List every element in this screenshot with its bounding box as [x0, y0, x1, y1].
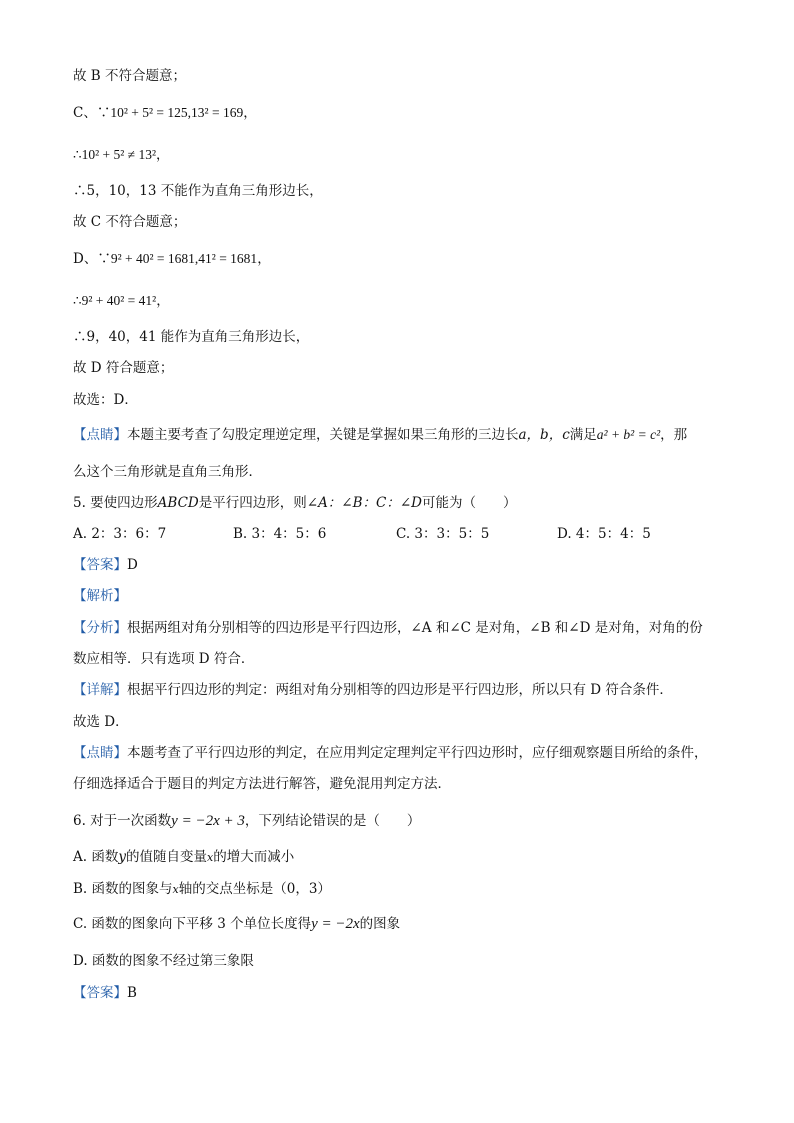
- option-d: D. 4：5：4：5: [557, 526, 651, 542]
- option-b: B. 3：4：5：6: [233, 526, 327, 542]
- section-label: 【点睛】: [73, 745, 127, 761]
- analysis-text: 【分析】根据两组对角分别相等的四边形是平行四边形，∠A 和∠C 是对角，∠B 和∠D 是对角，对角的份: [73, 620, 703, 636]
- equation: 9² + 40² = 41²: [81, 293, 157, 308]
- text-line: 数应相等．只有选项 D 符合．: [73, 651, 255, 667]
- option-c: C. 3：3：5：5: [396, 526, 490, 542]
- text-line: C、∵10² + 5² = 125,13² = 169，: [73, 105, 257, 121]
- comment-line: 【点睛】本题考查了平行四边形的判定，在应用判定定理判定平行四边形时，应仔细观察题目所给的条件，: [73, 745, 708, 761]
- section-label: 【详解】: [73, 682, 127, 698]
- analysis-line: [73, 586, 734, 606]
- answer-line: 【答案】D: [73, 557, 138, 573]
- text-line: 故 C 不符合题意；: [73, 214, 187, 230]
- question-stem: 5. 要使四边形ABCD是平行四边形，则∠A：∠B：C：∠D可能为（ ）: [73, 495, 517, 511]
- answer-line: 【答案】B: [73, 985, 137, 1001]
- text-line: ∴10² + 5² ≠ 13²，: [73, 147, 170, 163]
- section-label: 【点睛】: [73, 427, 127, 443]
- text-line: 故选：D．: [73, 392, 138, 408]
- comment-line: 【点睛】本题主要考查了勾股定理逆定理，关键是掌握如果三角形的三边长a，b，c满足a² + b² = c²，那: [73, 427, 688, 443]
- text-line: 么这个三角形就是直角三角形．: [73, 464, 262, 480]
- option-b: B. 函数的图象与x轴的交点坐标是（0，3）: [73, 881, 331, 897]
- text-line: 故 D 符合题意；: [73, 360, 174, 376]
- equation: y = −2x: [311, 916, 360, 932]
- text-line: ∴9，40，41 能作为直角三角形边长，: [73, 329, 310, 345]
- option-c: C. 函数的图象向下平移 3 个单位长度得y = −2x的图象: [73, 916, 401, 932]
- option-a: A. 2：3：6：7: [73, 526, 167, 542]
- text-line: 仔细选择适合于题目的判定方法进行解答，避免混用判定方法．: [73, 776, 451, 792]
- section-label: 【答案】: [73, 985, 127, 1001]
- equation: a² + b² = c²: [596, 427, 661, 442]
- text-line: ∴5，10，13 不能作为直角三角形边长，: [73, 183, 323, 199]
- option-a: A. 函数y的值随自变量x的增大而减小: [73, 849, 295, 865]
- equation: 9² + 40² = 1681,41² = 1681: [110, 251, 258, 266]
- question-stem: 6. 对于一次函数y = −2x + 3，下列结论错误的是（ ）: [73, 813, 421, 829]
- text-line: 故 B 不符合题意；: [73, 68, 187, 84]
- text-line: ∴9² + 40² = 41²，: [73, 293, 170, 309]
- equation: 10² + 5² ≠ 13²: [81, 147, 157, 162]
- detail-text: 【详解】根据平行四边形的判定：两组对角分别相等的四边形是平行四边形，所以只有 D 符合条件．: [73, 682, 673, 698]
- text-line: D、∵9² + 40² = 1681,41² = 1681，: [73, 251, 271, 267]
- section-label: 【答案】: [73, 557, 127, 573]
- section-label: 【分析】: [73, 620, 127, 636]
- section-label: 【解析】: [73, 588, 127, 604]
- equation: y = −2x + 3: [171, 813, 245, 829]
- option-d: D. 函数的图象不经过第三象限: [73, 953, 254, 969]
- text-line: 故选 D．: [73, 714, 129, 730]
- equation: 10² + 5² = 125,13² = 169: [110, 105, 244, 120]
